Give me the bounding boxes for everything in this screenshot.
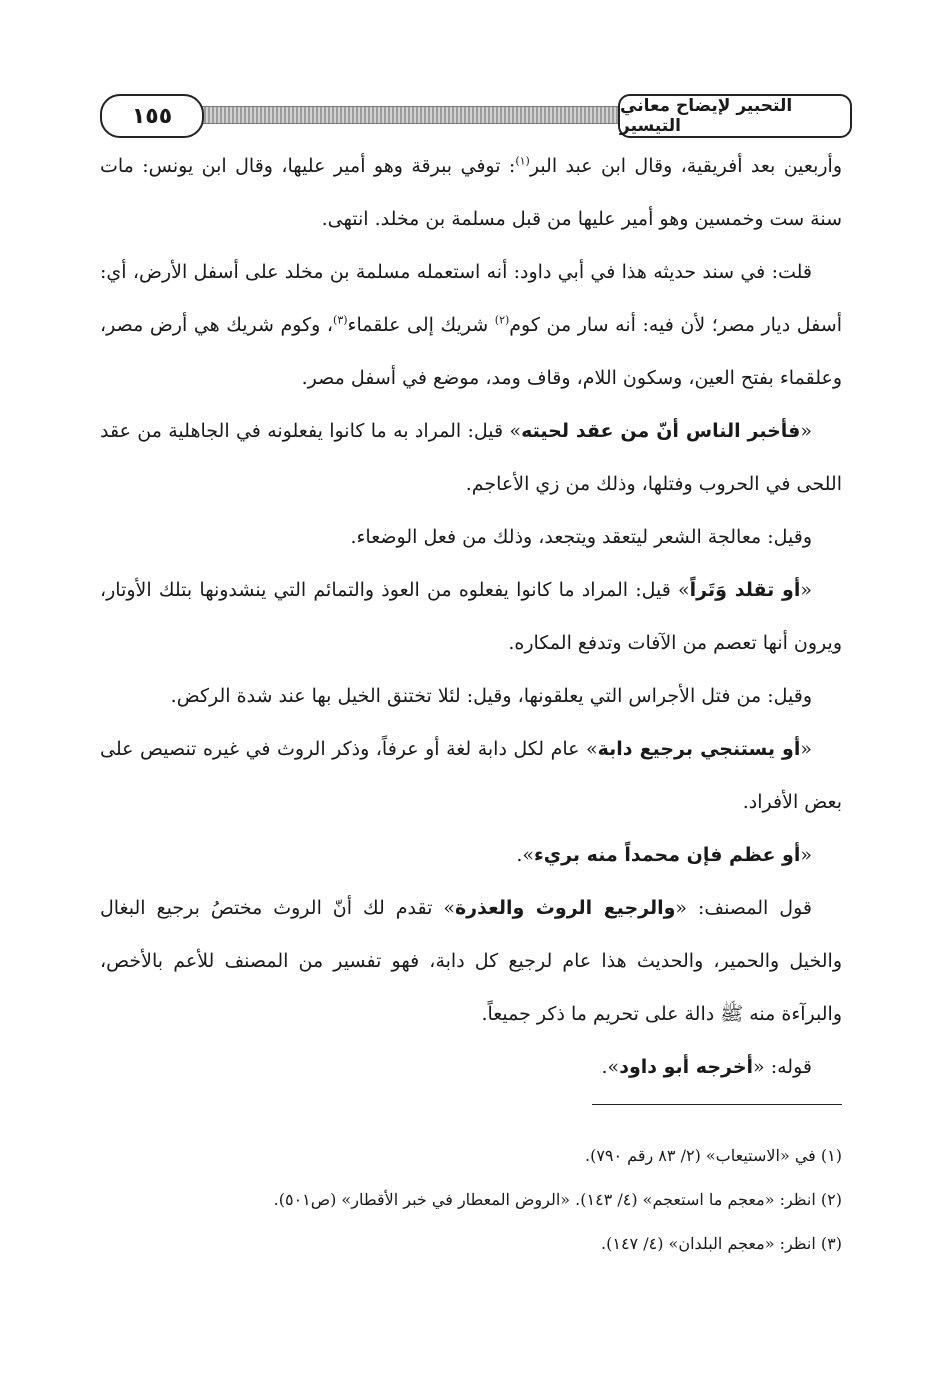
paragraph-7: «أو يستنجي برجيع دابة» عام لكل دابة لغة أو عرفاً، وذكر الروث في غيره تنصيص على بعض الأفراد.	[100, 738, 842, 813]
paragraph-8: «أو عظم فإن محمداً منه بريء».	[516, 844, 812, 866]
paragraph-6: وقيل: من فتل الأجراس التي يعلقونها، وقيل: لئلا تختنق الخيل بها عند شدة الركض.	[170, 685, 812, 707]
footnotes	[100, 1134, 842, 1266]
paragraph-9: قول المصنف: «والرجيع الروث والعذرة» تقدم لك أنّ الروث مختصُ برجيع البغال والخيل والحمير، والحديث هذا عام لرجيع كل دابة، فهو تفسير من المصنف للأعم بالأخص، والبرآءة منه ﷺ دالة على تحريم ما ذكر جميعاً.	[100, 897, 842, 1025]
page-number: ١٥٥	[100, 94, 204, 138]
footnote-2: (٢) انظر: «معجم ما استعجم» (٤/ ١٤٣). «الروض المعطار في خبر الأقطار» (ص٥٠١).	[273, 1190, 842, 1209]
paragraph-10: قوله: «أخرجه أبو داود».	[601, 1056, 812, 1078]
paragraph-2: قلت: في سند حديثه هذا في أبي داود: أنه استعمله مسلمة بن مخلد على أسفل الأرض، أي: أسفل ديار مصر؛ لأن فيه: أنه سار من كوم$^{(٢)}$ شريك إلى علقماء$^{(٣)}$، وكوم شريك هي أرض مصر، وعلقماء بفتح العين، وسكون اللام، وقاف ومد، موضع في أسفل مصر.	[100, 261, 842, 389]
book-title: التحبير لإيضاح معاني التيسير	[618, 94, 852, 138]
footnote-1: (١) في «الاستيعاب» (٢/ ٨٣ رقم ٧٩٠).	[584, 1146, 842, 1165]
paragraph-5: «أو تقلد وَتَراً» قيل: المراد ما كانوا يفعلوه من العوذ والتمائم التي ينشدونها بتلك الأوتار، ويرون أنها تعصم من الآفات وتدفع المكاره.	[100, 579, 842, 654]
paragraph-3: «فأخبر الناس أنّ من عقد لحيته» قيل: المراد به ما كانوا يفعلونه في الجاهلية من عقد اللحى في الحروب وفتلها، وذلك من زي الأعاجم.	[100, 420, 842, 495]
paragraph-4: وقيل: معالجة الشعر ليتعقد ويتجعد، وذلك من فعل الوضعاء.	[350, 526, 812, 548]
footnote-separator	[592, 1104, 842, 1105]
paragraph-1: وأربعين بعد أفريقية، وقال ابن عبد البر$^{(١)}$: توفي ببرقة وهو أمير عليها، وقال ابن يونس: مات سنة ست وخمسين وهو أمير عليها من قبل مسلمة بن مخلد. انتهى.	[100, 154, 842, 230]
footnote-3: (٣) انظر: «معجم البلدان» (٤/ ١٤٧).	[601, 1234, 842, 1253]
page-header	[100, 94, 852, 134]
main-text	[100, 140, 842, 1094]
